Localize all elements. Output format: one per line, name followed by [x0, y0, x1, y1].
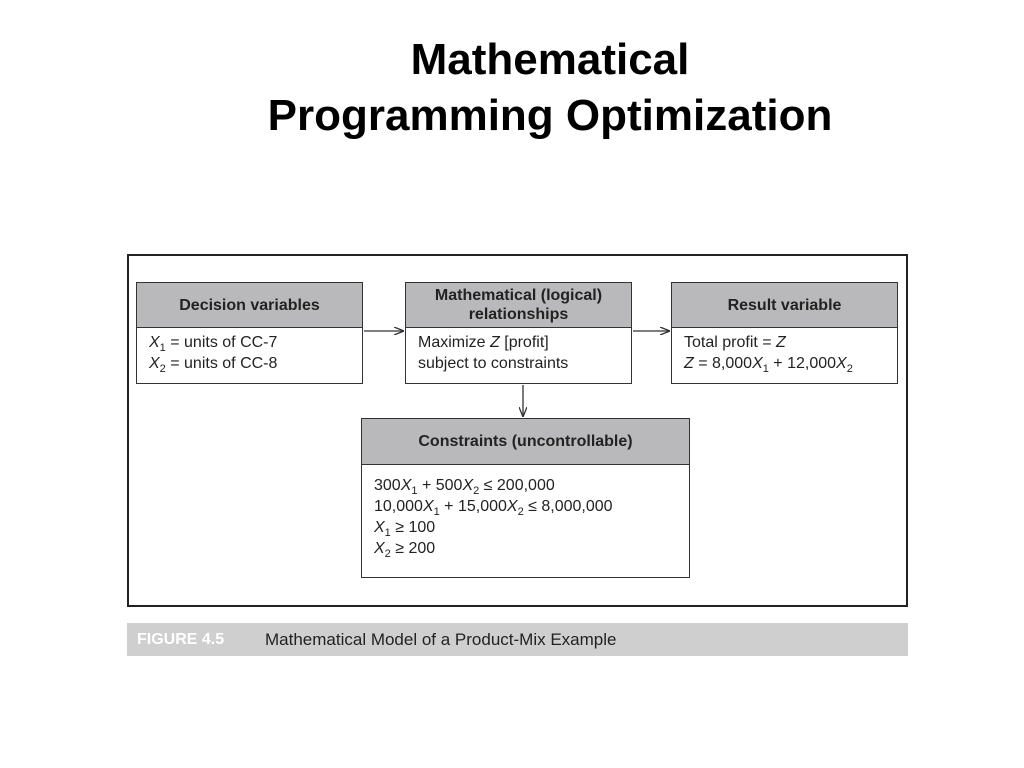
constraint-symbol: X [506, 498, 518, 515]
constraint-symbol: X [374, 540, 385, 557]
result-subscript: 2 [846, 363, 853, 375]
result-symbol: X [752, 355, 763, 372]
constraint-coefficient: 300 [374, 477, 401, 494]
constraint-symbol: X [462, 477, 474, 494]
result-symbol: Z [684, 355, 694, 372]
variable-symbol: X [149, 334, 160, 351]
variable-symbol: X [149, 355, 160, 372]
figure-caption-label: FIGURE 4.5 [137, 630, 225, 648]
objective-suffix: [profit] [499, 334, 549, 351]
result-subscript: 1 [762, 363, 769, 375]
constraint-subscript: 1 [411, 485, 418, 497]
constraint-bound: ≥ 200 [390, 540, 436, 557]
result-text: Total profit = [684, 334, 777, 351]
constraint-coefficient: 10,000 [374, 498, 423, 515]
variable-subscript: 1 [159, 342, 166, 354]
variable-subscript: 2 [159, 363, 166, 375]
constraint-subscript: 2 [473, 485, 480, 497]
constraint-symbol: X [374, 519, 385, 536]
constraint-subscript: 1 [384, 527, 391, 539]
result-coefficient: = 8,000 [693, 355, 753, 372]
constraints-header: Constraints (uncontrollable) [362, 419, 689, 465]
decision-variables-header: Decision variables [137, 283, 362, 328]
math-header-line-2: relationships [468, 306, 569, 323]
title-line-2: Programming Optimization [267, 91, 833, 140]
constraint-bound: ≥ 100 [390, 519, 436, 536]
constraint-subscript: 2 [517, 506, 524, 518]
constraint-coefficient: + 500 [417, 477, 463, 494]
constraint-coefficient: + 15,000 [439, 498, 507, 515]
constraint-bound: ≤ 200,000 [479, 477, 555, 494]
variable-definition: = units of CC-8 [165, 355, 278, 372]
objective-variable: Z [490, 334, 500, 351]
result-coefficient: + 12,000 [768, 355, 837, 372]
constraint-subscript: 1 [433, 506, 440, 518]
constraint-bound: ≤ 8,000,000 [523, 498, 613, 515]
objective-prefix: Maximize [418, 334, 491, 351]
result-symbol: Z [776, 334, 786, 351]
figure-caption-text: Mathematical Model of a Product-Mix Example [265, 629, 617, 649]
result-symbol: X [836, 355, 847, 372]
constraint-subscript: 2 [384, 548, 391, 560]
variable-definition: = units of CC-7 [165, 334, 278, 351]
math-header-line-1: Mathematical (logical) [434, 287, 603, 304]
title-line-1: Mathematical [410, 35, 690, 84]
figure-caption [127, 623, 908, 656]
subject-to-line: subject to constraints [418, 355, 569, 372]
constraint-symbol: X [400, 477, 412, 494]
constraint-symbol: X [422, 498, 434, 515]
result-variable-header: Result variable [672, 283, 897, 328]
